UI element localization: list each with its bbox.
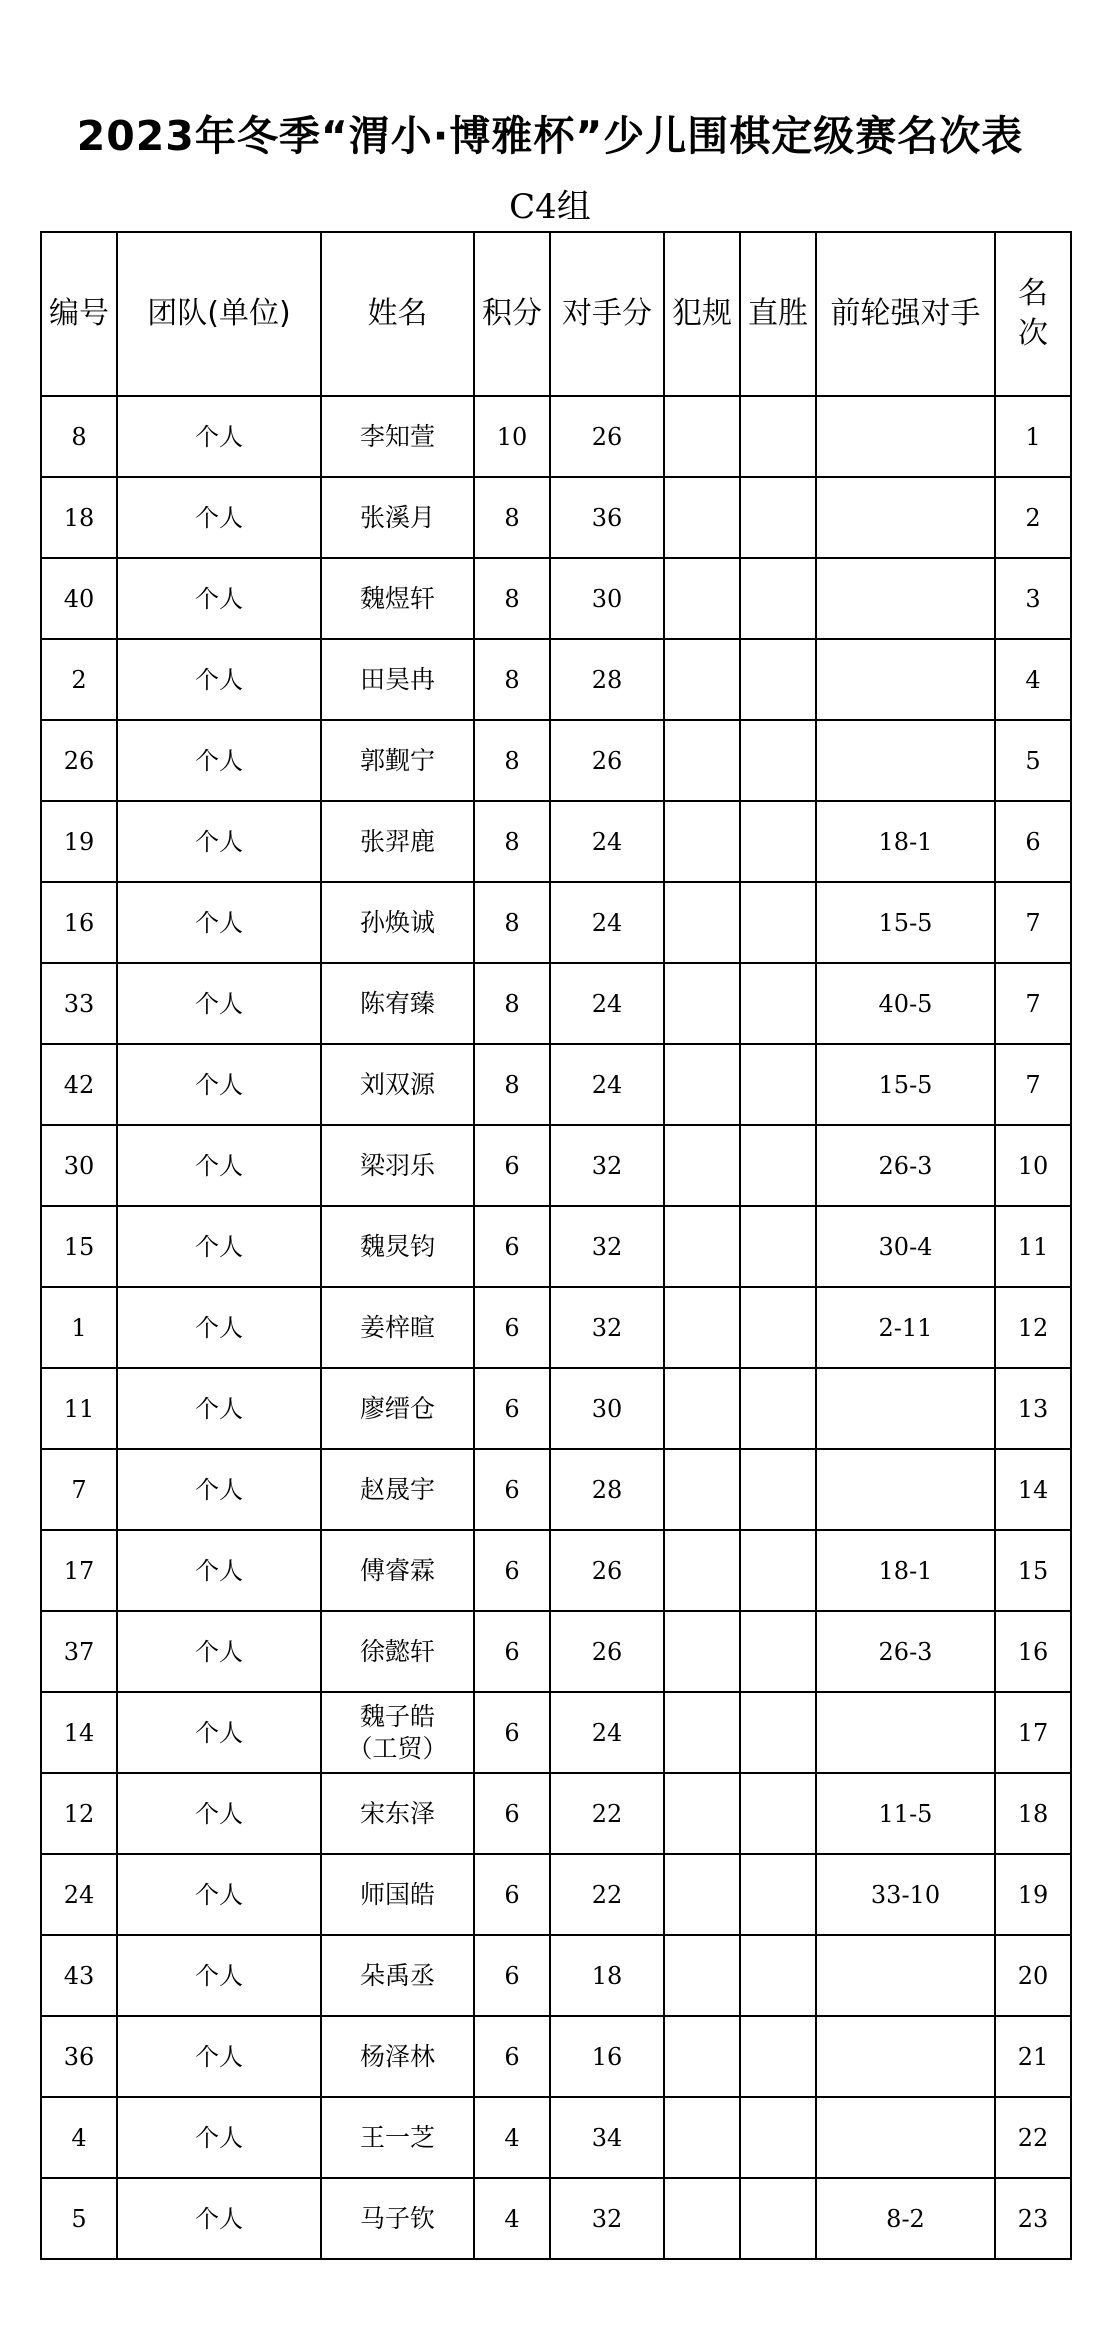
cell-name: 廖缙仓 (321, 1368, 474, 1449)
cell-opponent-score: 28 (550, 1449, 664, 1530)
cell-team: 个人 (117, 1044, 321, 1125)
cell-rank: 6 (995, 801, 1071, 882)
cell-opponent-score: 32 (550, 2178, 664, 2259)
cell-points: 8 (474, 801, 550, 882)
cell-opponent-score: 22 (550, 1854, 664, 1935)
cell-name: 刘双源 (321, 1044, 474, 1125)
cell-number: 24 (41, 1854, 117, 1935)
cell-number: 12 (41, 1773, 117, 1854)
cell-name: 魏子皓 （工贸） (321, 1692, 474, 1773)
cell-points: 6 (474, 1206, 550, 1287)
cell-opponent-score: 24 (550, 1044, 664, 1125)
table-header-row (41, 232, 1071, 396)
table-row (41, 1125, 1071, 1206)
header-name: 姓名 (321, 232, 474, 396)
cell-opponent-score: 32 (550, 1287, 664, 1368)
cell-number: 2 (41, 639, 117, 720)
cell-team: 个人 (117, 963, 321, 1044)
cell-team: 个人 (117, 1854, 321, 1935)
cell-name: 姜梓暄 (321, 1287, 474, 1368)
cell-team: 个人 (117, 1287, 321, 1368)
cell-direct-win (740, 1287, 816, 1368)
cell-direct-win (740, 1692, 816, 1773)
cell-number: 30 (41, 1125, 117, 1206)
cell-points: 6 (474, 1530, 550, 1611)
cell-violations (664, 1692, 740, 1773)
cell-violations (664, 720, 740, 801)
cell-team: 个人 (117, 558, 321, 639)
cell-points: 6 (474, 1935, 550, 2016)
table-row (41, 396, 1071, 477)
cell-rank: 23 (995, 2178, 1071, 2259)
table-row (41, 1530, 1071, 1611)
header-rank (995, 232, 1071, 396)
cell-direct-win (740, 2016, 816, 2097)
cell-points: 6 (474, 1854, 550, 1935)
cell-name: 傅睿霖 (321, 1530, 474, 1611)
header-prior-strong-opponent: 前轮强对手 (816, 232, 995, 396)
cell-rank: 14 (995, 1449, 1071, 1530)
table-row (41, 477, 1071, 558)
header-points: 积分 (474, 232, 550, 396)
cell-direct-win (740, 1206, 816, 1287)
cell-rank: 10 (995, 1125, 1071, 1206)
cell-violations (664, 1530, 740, 1611)
cell-team: 个人 (117, 2016, 321, 2097)
cell-violations (664, 477, 740, 558)
cell-prior-strong-opponent (816, 396, 995, 477)
cell-team: 个人 (117, 1530, 321, 1611)
cell-points: 8 (474, 558, 550, 639)
cell-team: 个人 (117, 2178, 321, 2259)
cell-team: 个人 (117, 720, 321, 801)
cell-prior-strong-opponent: 33-10 (816, 1854, 995, 1935)
cell-direct-win (740, 1125, 816, 1206)
cell-number: 15 (41, 1206, 117, 1287)
cell-team: 个人 (117, 1611, 321, 1692)
cell-prior-strong-opponent (816, 558, 995, 639)
ranking-table (40, 231, 1072, 2260)
cell-team: 个人 (117, 1692, 321, 1773)
cell-opponent-score: 24 (550, 801, 664, 882)
table-row (41, 1773, 1071, 1854)
page-title: 2023年冬季“渭小·博雅杯”少儿围棋定级赛名次表 (76, 112, 1024, 160)
cell-rank: 18 (995, 1773, 1071, 1854)
cell-prior-strong-opponent: 2-11 (816, 1287, 995, 1368)
cell-points: 6 (474, 1692, 550, 1773)
cell-direct-win (740, 1530, 816, 1611)
cell-direct-win (740, 639, 816, 720)
cell-prior-strong-opponent: 26-3 (816, 1611, 995, 1692)
cell-prior-strong-opponent (816, 2097, 995, 2178)
cell-direct-win (740, 2178, 816, 2259)
cell-number: 36 (41, 2016, 117, 2097)
cell-violations (664, 1611, 740, 1692)
cell-prior-strong-opponent (816, 2016, 995, 2097)
cell-violations (664, 2178, 740, 2259)
table-row (41, 639, 1071, 720)
table-row (41, 720, 1071, 801)
cell-number: 43 (41, 1935, 117, 2016)
cell-violations (664, 1206, 740, 1287)
cell-rank: 20 (995, 1935, 1071, 2016)
table-row (41, 1611, 1071, 1692)
cell-prior-strong-opponent: 18-1 (816, 1530, 995, 1611)
cell-opponent-score: 26 (550, 396, 664, 477)
header-violations: 犯规 (664, 232, 740, 396)
cell-points: 6 (474, 1449, 550, 1530)
cell-opponent-score: 28 (550, 639, 664, 720)
table-row (41, 1449, 1071, 1530)
table-row (41, 2016, 1071, 2097)
cell-violations (664, 1935, 740, 2016)
cell-violations (664, 1773, 740, 1854)
table-row (41, 1935, 1071, 2016)
cell-points: 8 (474, 639, 550, 720)
table-row (41, 558, 1071, 639)
cell-name: 马子钦 (321, 2178, 474, 2259)
header-opponent-score: 对手分 (550, 232, 664, 396)
header-direct-win: 直胜 (740, 232, 816, 396)
cell-direct-win (740, 801, 816, 882)
table-row (41, 2178, 1071, 2259)
cell-direct-win (740, 882, 816, 963)
cell-prior-strong-opponent (816, 639, 995, 720)
cell-rank: 11 (995, 1206, 1071, 1287)
cell-opponent-score: 16 (550, 2016, 664, 2097)
cell-number: 14 (41, 1692, 117, 1773)
cell-number: 17 (41, 1530, 117, 1611)
cell-rank: 7 (995, 1044, 1071, 1125)
cell-rank: 12 (995, 1287, 1071, 1368)
cell-team: 个人 (117, 477, 321, 558)
cell-name: 梁羽乐 (321, 1125, 474, 1206)
cell-rank: 17 (995, 1692, 1071, 1773)
cell-points: 6 (474, 1287, 550, 1368)
cell-opponent-score: 30 (550, 1368, 664, 1449)
cell-name: 杨泽林 (321, 2016, 474, 2097)
cell-rank: 16 (995, 1611, 1071, 1692)
cell-name: 宋东泽 (321, 1773, 474, 1854)
cell-name: 魏炅钧 (321, 1206, 474, 1287)
cell-name: 魏煜轩 (321, 558, 474, 639)
cell-points: 6 (474, 1368, 550, 1449)
cell-number: 26 (41, 720, 117, 801)
cell-prior-strong-opponent: 18-1 (816, 801, 995, 882)
cell-number: 33 (41, 963, 117, 1044)
cell-direct-win (740, 396, 816, 477)
cell-points: 8 (474, 882, 550, 963)
cell-direct-win (740, 1935, 816, 2016)
cell-direct-win (740, 963, 816, 1044)
cell-rank: 22 (995, 2097, 1071, 2178)
cell-rank: 15 (995, 1530, 1071, 1611)
header-team: 团队(单位) (117, 232, 321, 396)
cell-rank: 3 (995, 558, 1071, 639)
cell-direct-win (740, 558, 816, 639)
cell-opponent-score: 18 (550, 1935, 664, 2016)
cell-opponent-score: 26 (550, 720, 664, 801)
cell-rank: 19 (995, 1854, 1071, 1935)
cell-prior-strong-opponent: 40-5 (816, 963, 995, 1044)
cell-violations (664, 1854, 740, 1935)
cell-name: 李知萱 (321, 396, 474, 477)
cell-number: 5 (41, 2178, 117, 2259)
header-number: 编号 (41, 232, 117, 396)
cell-points: 4 (474, 2178, 550, 2259)
cell-rank: 2 (995, 477, 1071, 558)
cell-prior-strong-opponent (816, 1449, 995, 1530)
cell-violations (664, 2016, 740, 2097)
cell-number: 18 (41, 477, 117, 558)
cell-name: 徐懿轩 (321, 1611, 474, 1692)
cell-violations (664, 801, 740, 882)
cell-prior-strong-opponent (816, 1935, 995, 2016)
cell-rank: 4 (995, 639, 1071, 720)
cell-number: 1 (41, 1287, 117, 1368)
cell-name: 孙焕诚 (321, 882, 474, 963)
cell-prior-strong-opponent (816, 1692, 995, 1773)
cell-number: 11 (41, 1368, 117, 1449)
cell-rank: 5 (995, 720, 1071, 801)
cell-direct-win (740, 2097, 816, 2178)
cell-prior-strong-opponent: 8-2 (816, 2178, 995, 2259)
cell-direct-win (740, 1773, 816, 1854)
table-row (41, 1044, 1071, 1125)
cell-direct-win (740, 720, 816, 801)
cell-name: 朵禹丞 (321, 1935, 474, 2016)
cell-name: 师国皓 (321, 1854, 474, 1935)
cell-direct-win (740, 1368, 816, 1449)
table-row (41, 963, 1071, 1044)
cell-team: 个人 (117, 1206, 321, 1287)
cell-prior-strong-opponent (816, 1368, 995, 1449)
table-row (41, 882, 1071, 963)
table-row (41, 1692, 1071, 1773)
cell-points: 6 (474, 1773, 550, 1854)
header-rank-label: 名次 (1018, 276, 1048, 351)
cell-rank: 7 (995, 882, 1071, 963)
cell-number: 4 (41, 2097, 117, 2178)
cell-rank: 7 (995, 963, 1071, 1044)
table-row (41, 1368, 1071, 1449)
cell-points: 8 (474, 720, 550, 801)
table-row (41, 801, 1071, 882)
table-row (41, 1206, 1071, 1287)
cell-number: 42 (41, 1044, 117, 1125)
cell-team: 个人 (117, 1125, 321, 1206)
cell-opponent-score: 26 (550, 1611, 664, 1692)
cell-opponent-score: 24 (550, 882, 664, 963)
cell-team: 个人 (117, 1368, 321, 1449)
cell-name: 张羿鹿 (321, 801, 474, 882)
cell-violations (664, 882, 740, 963)
cell-team: 个人 (117, 882, 321, 963)
cell-direct-win (740, 477, 816, 558)
cell-opponent-score: 26 (550, 1530, 664, 1611)
cell-violations (664, 558, 740, 639)
cell-points: 8 (474, 963, 550, 1044)
table-body (41, 396, 1071, 2259)
table-row (41, 2097, 1071, 2178)
cell-name: 王一芝 (321, 2097, 474, 2178)
cell-team: 个人 (117, 1773, 321, 1854)
cell-team: 个人 (117, 639, 321, 720)
group-label: C4组 (509, 187, 591, 227)
cell-direct-win (740, 1611, 816, 1692)
cell-name: 赵晟宇 (321, 1449, 474, 1530)
cell-team: 个人 (117, 396, 321, 477)
cell-direct-win (740, 1854, 816, 1935)
cell-direct-win (740, 1449, 816, 1530)
cell-opponent-score: 36 (550, 477, 664, 558)
cell-number: 7 (41, 1449, 117, 1530)
cell-opponent-score: 34 (550, 2097, 664, 2178)
cell-prior-strong-opponent (816, 720, 995, 801)
cell-violations (664, 1044, 740, 1125)
cell-team: 个人 (117, 1935, 321, 2016)
cell-points: 4 (474, 2097, 550, 2178)
table-row (41, 1854, 1071, 1935)
cell-team: 个人 (117, 2097, 321, 2178)
cell-prior-strong-opponent: 15-5 (816, 1044, 995, 1125)
cell-opponent-score: 24 (550, 963, 664, 1044)
cell-number: 37 (41, 1611, 117, 1692)
cell-points: 8 (474, 477, 550, 558)
cell-name: 陈宥臻 (321, 963, 474, 1044)
cell-prior-strong-opponent: 30-4 (816, 1206, 995, 1287)
cell-number: 16 (41, 882, 117, 963)
cell-prior-strong-opponent: 15-5 (816, 882, 995, 963)
table-row (41, 1287, 1071, 1368)
cell-direct-win (740, 1044, 816, 1125)
cell-violations (664, 1287, 740, 1368)
cell-violations (664, 396, 740, 477)
cell-opponent-score: 32 (550, 1125, 664, 1206)
cell-points: 6 (474, 1611, 550, 1692)
cell-rank: 13 (995, 1368, 1071, 1449)
cell-violations (664, 639, 740, 720)
cell-points: 10 (474, 396, 550, 477)
cell-violations (664, 963, 740, 1044)
cell-number: 19 (41, 801, 117, 882)
cell-name: 张溪月 (321, 477, 474, 558)
cell-team: 个人 (117, 1449, 321, 1530)
cell-points: 6 (474, 2016, 550, 2097)
cell-violations (664, 1368, 740, 1449)
cell-opponent-score: 22 (550, 1773, 664, 1854)
cell-violations (664, 2097, 740, 2178)
cell-name: 田昊冉 (321, 639, 474, 720)
cell-team: 个人 (117, 801, 321, 882)
cell-opponent-score: 32 (550, 1206, 664, 1287)
cell-rank: 21 (995, 2016, 1071, 2097)
cell-violations (664, 1125, 740, 1206)
cell-violations (664, 1449, 740, 1530)
cell-rank: 1 (995, 396, 1071, 477)
cell-points: 8 (474, 1044, 550, 1125)
cell-opponent-score: 24 (550, 1692, 664, 1773)
cell-opponent-score: 30 (550, 558, 664, 639)
cell-points: 6 (474, 1125, 550, 1206)
cell-number: 40 (41, 558, 117, 639)
cell-prior-strong-opponent: 26-3 (816, 1125, 995, 1206)
cell-prior-strong-opponent (816, 477, 995, 558)
cell-name: 郭觐宁 (321, 720, 474, 801)
cell-prior-strong-opponent: 11-5 (816, 1773, 995, 1854)
cell-number: 8 (41, 396, 117, 477)
